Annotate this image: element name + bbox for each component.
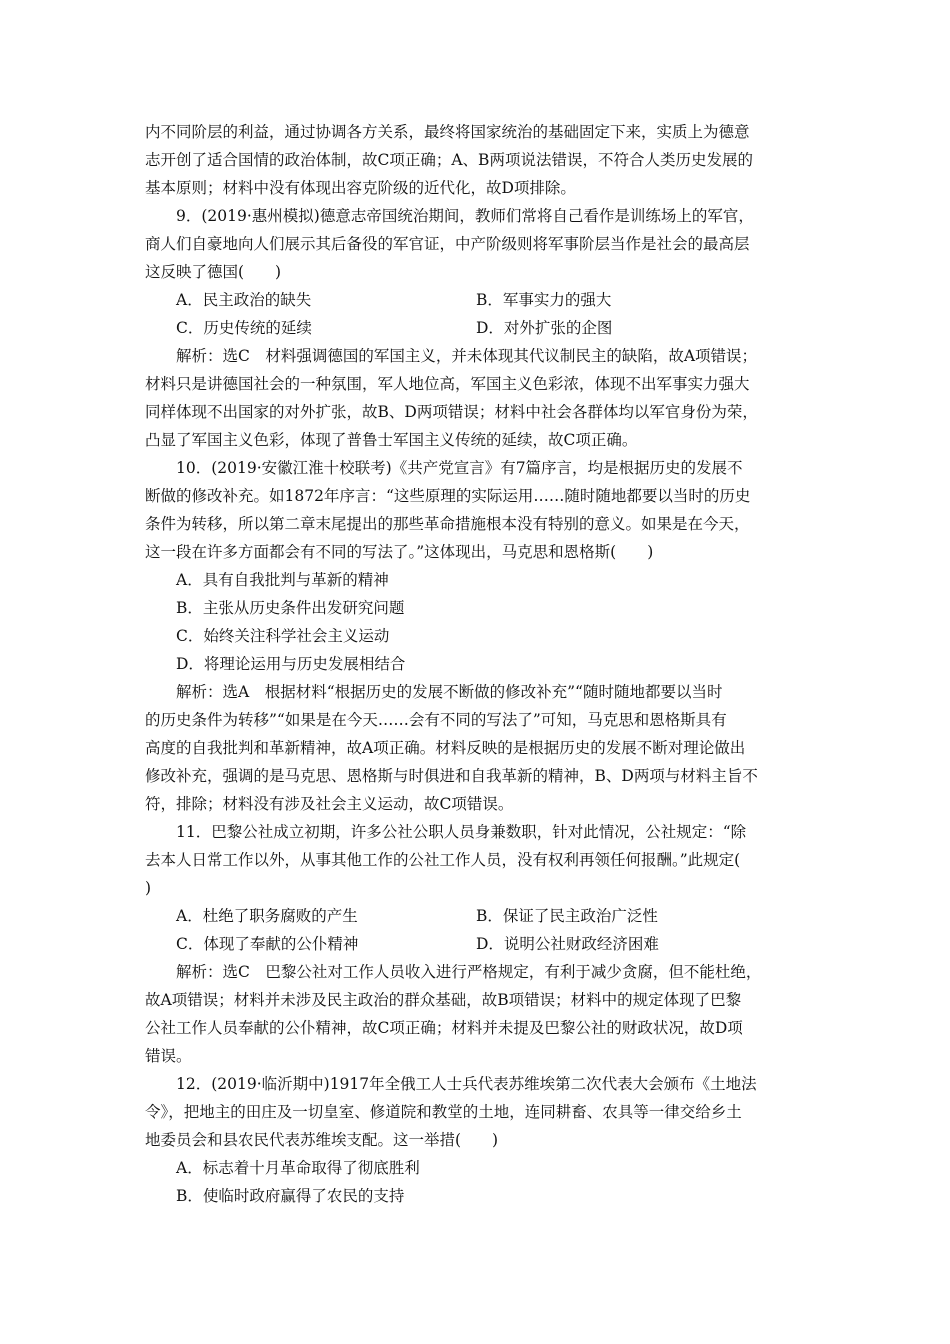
option-c: C．始终关注科学社会主义运动 [176, 627, 390, 645]
question-stem: ) [145, 879, 152, 897]
analysis-text: 凸显了军国主义色彩，体现了普鲁士军国主义传统的延续，故C项正确。 [145, 431, 638, 449]
option-b: B．军事实力的强大 [476, 291, 612, 309]
option-b: B．使临时政府赢得了农民的支持 [176, 1187, 405, 1205]
option-a: A．标志着十月革命取得了彻底胜利 [176, 1159, 420, 1177]
question-stem: 这反映了德国( ) [145, 263, 282, 281]
option-d: D．将理论运用与历史发展相结合 [176, 655, 406, 673]
question-10 [145, 454, 810, 818]
option-c: C．体现了奉献的公仆精神 [176, 935, 359, 953]
analysis-text: 解析：选C 巴黎公社对工作人员收入进行严格规定，有利于减少贪腐，但不能杜绝， [176, 963, 762, 981]
question-12 [145, 1070, 810, 1210]
question-stem: 地委员会和县农民代表苏维埃支配。这一举措( ) [145, 1131, 499, 1149]
option-row [145, 902, 810, 930]
option-d: D．对外扩张的企图 [476, 319, 613, 337]
analysis-text: 的历史条件为转移”“如果是在今天……会有不同的写法了”可知，马克思和恩格斯具有 [145, 711, 727, 729]
question-stem: 令》，把地主的田庄及一切皇室、修道院和教堂的土地，连同耕畜、农具等一律交给乡土 [145, 1103, 742, 1121]
analysis-text: 公社工作人员奉献的公仆精神，故C项正确；材料并未提及巴黎公社的财政状况，故D项 [145, 1019, 743, 1037]
analysis-text: 高度的自我批判和革新精神，故A项正确。材料反映的是根据历史的发展不断对理论做出 [145, 739, 746, 757]
question-stem: 10．(2019·安徽江淮十校联考)《共产党宣言》有7篇序言，均是根据历史的发展不 [176, 459, 743, 477]
option-a: A．民主政治的缺失 [176, 291, 312, 309]
question-11 [145, 818, 810, 1070]
question-stem: 商人们自豪地向人们展示其后备役的军官证，中产阶级则将军事阶层当作是社会的最高层 [145, 235, 750, 253]
continued-analysis [145, 118, 810, 202]
question-stem: 9．(2019·惠州模拟)德意志帝国统治期间，教师们常将自己看作是训练场上的军官， [176, 207, 754, 225]
question-stem: 断做的修改补充。如1872年序言：“这些原理的实际运用……随时随地都要以当时的历史 [145, 487, 751, 505]
question-stem: 去本人日常工作以外，从事其他工作的公社工作人员，没有权利再领任何报酬。”此规定( [145, 851, 741, 869]
option-c: C．历史传统的延续 [176, 319, 312, 337]
question-stem: 11．巴黎公社成立初期，许多公社公职人员身兼数职，针对此情况，公社规定：“除 [176, 823, 747, 841]
text-line: 志开创了适合国情的政治体制，故C项正确；A、B两项说法错误，不符合人类历史发展的 [145, 151, 753, 169]
question-9 [145, 202, 810, 454]
option-row [145, 930, 810, 958]
question-stem: 这一段在许多方面都会有不同的写法了。”这体现出，马克思和恩格斯( ) [145, 543, 654, 561]
document-page [145, 118, 810, 1210]
analysis-text: 修改补充，强调的是马克思、恩格斯与时俱进和自我革新的精神，B、D两项与材料主旨不 [145, 767, 758, 785]
question-stem: 12．(2019·临沂期中)1917年全俄工人士兵代表苏维埃第二次代表大会颁布《土地法 [176, 1075, 757, 1093]
option-d: D．说明公社财政经济困难 [476, 935, 659, 953]
analysis-text: 材料只是讲德国社会的一种氛围，军人地位高，军国主义色彩浓，体现不出军事实力强大 [145, 375, 750, 393]
analysis-text: 同样体现不出国家的对外扩张，故B、D两项错误；材料中社会各群体均以军官身份为荣， [145, 403, 758, 421]
text-line: 内不同阶层的利益，通过协调各方关系，最终将国家统治的基础固定下来，实质上为德意 [145, 123, 750, 141]
option-row [145, 286, 810, 314]
option-a: A．杜绝了职务腐败的产生 [176, 907, 358, 925]
option-b: B．保证了民主政治广泛性 [476, 907, 658, 925]
analysis-text: 错误。 [145, 1047, 192, 1065]
analysis-text: 解析：选A 根据材料“根据历史的发展不断做的修改补充”“随时随地都要以当时 [176, 683, 723, 701]
analysis-text: 解析：选C 材料强调德国的军国主义，并未体现其代议制民主的缺陷，故A项错误； [176, 347, 758, 365]
question-stem: 条件为转移，所以第二章末尾提出的那些革命措施根本没有特别的意义。如果是在今天， [145, 515, 750, 533]
option-b: B．主张从历史条件出发研究问题 [176, 599, 405, 617]
option-a: A．具有自我批判与革新的精神 [176, 571, 389, 589]
option-row [145, 314, 810, 342]
analysis-text: 故A项错误；材料并未涉及民主政治的群众基础，故B项错误；材料中的规定体现了巴黎 [145, 991, 742, 1009]
text-line: 基本原则；材料中没有体现出容克阶级的近代化，故D项排除。 [145, 179, 576, 197]
analysis-text: 符，排除；材料没有涉及社会主义运动，故C项错误。 [145, 795, 514, 813]
